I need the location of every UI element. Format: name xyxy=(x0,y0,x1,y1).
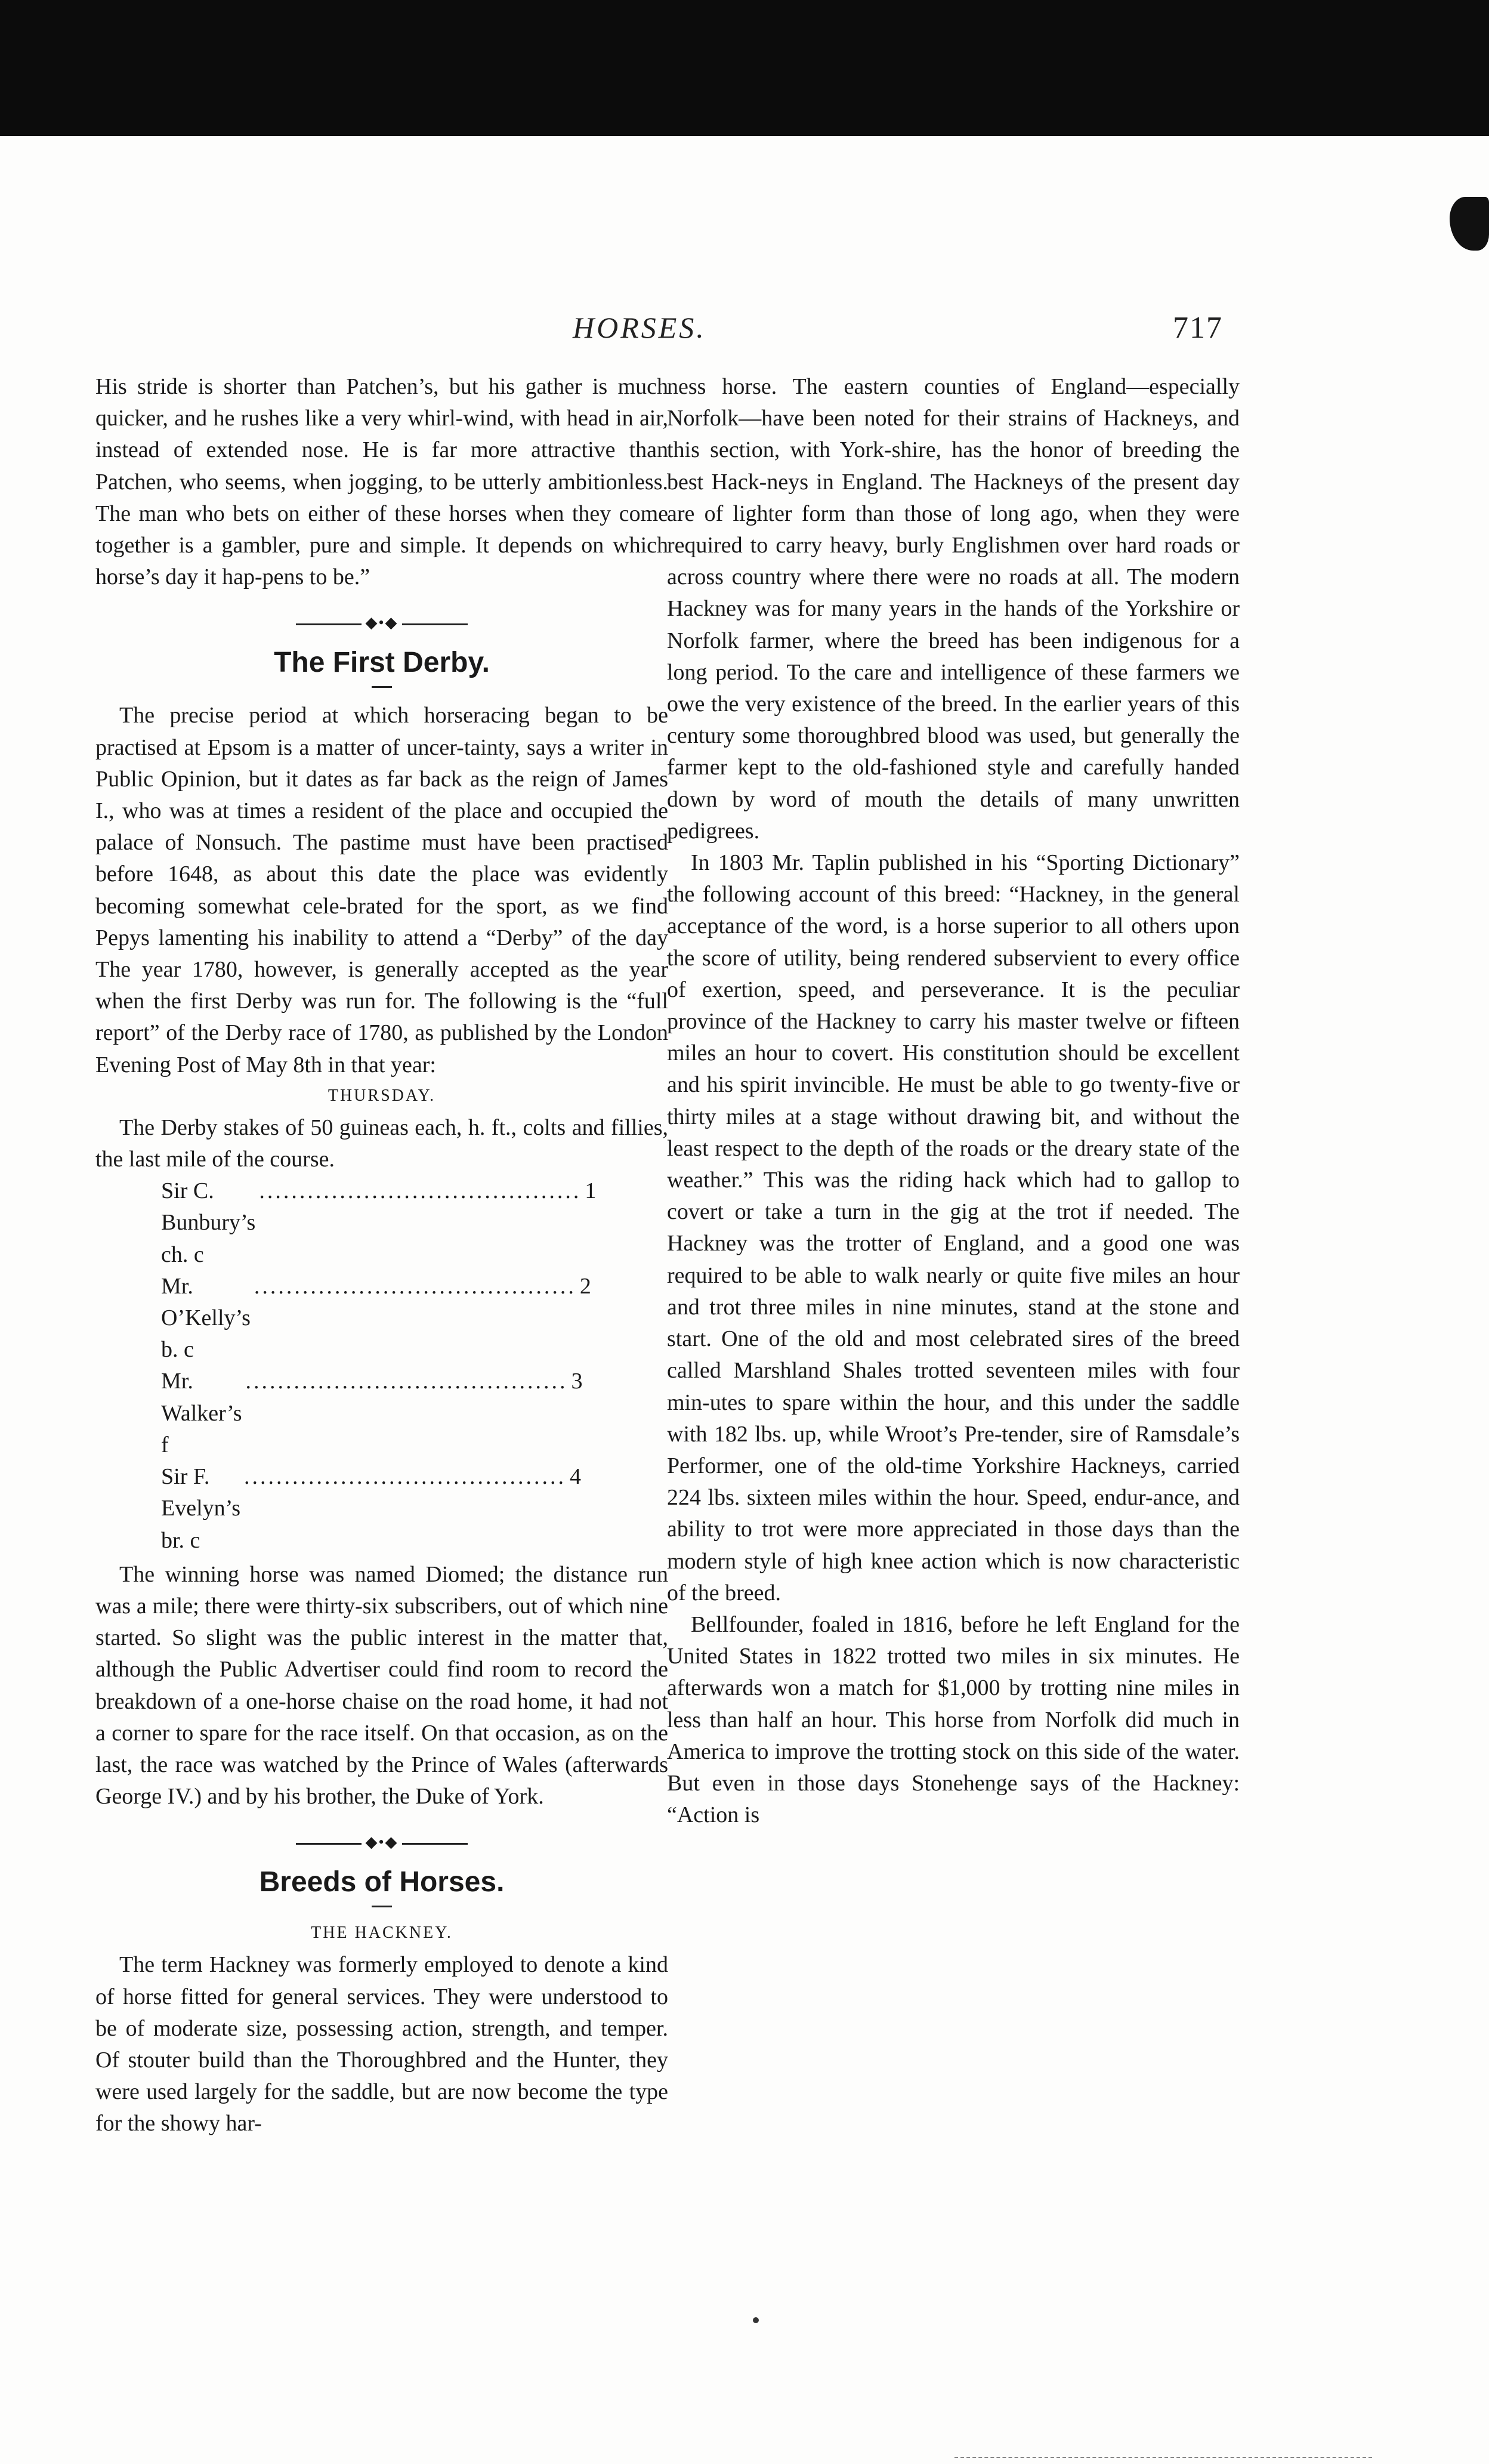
intro-paragraph: His stride is shorter than Patchen’s, but his gather is much quicker, and he rushes like a very whirl-wind, with head in air, instead of extended nose. He is far more attractive than Patchen, who seems, when jogging, to be utterly ambitionless. The man who bets on either of these horses when they come together is a gambler, pure and simple. It depends on which horse’s day it hap-pens to be.” xyxy=(95,374,668,590)
result-horse: Mr. Walker’s f xyxy=(161,1369,242,1458)
page-dot-mark xyxy=(753,2317,759,2323)
thursday-heading: THURSDAY. xyxy=(328,1086,436,1105)
result-place: 3 xyxy=(571,1369,583,1394)
breeds-heading: Breeds of Horses. xyxy=(259,1866,505,1898)
result-horse: Mr. O’Kelly’s b. c xyxy=(161,1273,251,1363)
page-number: 717 xyxy=(1173,311,1223,345)
result-entry: Sir C. Bunbury’s ch. c ........................................ 1 xyxy=(161,1175,567,1271)
first-derby-paragraph-2: The winning horse was named Diomed; the distance run was a mile; there were thirty-six subscribers, out of which nine started. So slight was the public interest in the matter that, although the Public Advertiser could find room to record the breakdown of a one-horse chaise on the road home, it had not a corner to spare for the race itself. On that occasion, as on the last, the race was watched by the Prince of Wales (afterwards George IV.) and by his brother, the Duke of York. xyxy=(95,1561,668,1810)
heading-rule xyxy=(372,1906,392,1907)
breeds-paragraph-1: The term Hackney was formerly employed to denote a kind of horse fitted for general services. They were understood to be of moderate size, possessing action, strength, and temper. Of stouter build than the Thoroughbred and the Hunter, they were used largely for the saddle, but are now become the type for the showy har- xyxy=(95,1952,668,2136)
result-entry: Mr. Walker’s f ........................................ 3 xyxy=(161,1366,567,1461)
result-entry: Mr. O’Kelly’s b. c ........................................ 2 xyxy=(161,1271,567,1366)
result-entry: Sir F. Evelyn’s br. c ........................................ 4 xyxy=(161,1461,567,1557)
result-place: 1 xyxy=(585,1178,597,1204)
divider-ornament: ◆•◆ xyxy=(365,614,398,632)
hackney-subheading: THE HACKNEY. xyxy=(311,1923,453,1943)
result-place: 4 xyxy=(569,1464,581,1490)
section-divider xyxy=(95,605,668,641)
scan-bottom-dashes xyxy=(954,2457,1372,2458)
first-derby-paragraph-1: The precise period at which horseracing began to be practised at Epsom is a matter of uncer-tainty, says a writer in Public Opinion, but it dates as far back as the reign of James I., who was at times a resident of the place and occupied the palace of Nonsuch. The pastime must have been practised before 1648, as about this date the place was evidently becoming somewhat cele-brated for the sport, as we find Pepys lamenting his inability to attend a “Derby” of the day The year 1780, however, is generally accepted as the year when the first Derby was run for. The following is the “full report” of the Derby race of 1780, as published by the London Evening Post of May 8th in that year: xyxy=(95,703,668,1077)
result-horse: Sir C. Bunbury’s ch. c xyxy=(161,1178,256,1267)
running-head-title: HORSES. xyxy=(573,311,706,344)
derby-stakes-line: The Derby stakes of 50 guineas each, h. ft., colts and fillies, the last mile of the course. xyxy=(95,1114,668,1172)
hackney-paragraph-2: In 1803 Mr. Taplin published in his “Sporting Dictionary” the following account of this breed: “Hackney, in the general acceptance of the word, is a horse superior to all others upon the score of utility, being rendered subservient to every office of exertion, speed, and perseverance. It is the peculiar province of the Hackney to carry his master twelve or fifteen miles an hour to covert. His constitution should be excellent and his spirit invincible. He must be able to go twenty-five or thirty miles at a stage without drawing bit, and without the least respect to the depth of the roads or the dreary state of the weather.” This was the riding hack which had to gallop to covert or take a turn in the gig at the trot if needed. The Hackney was the trotter of England, and a good one was required to be able to walk nearly or quite five miles an hour and trot three miles in nine minutes, stand at the stone and start. One of the old and most celebrated sires of the breed called Marshland Shales trotted seventeen miles with four min-utes to spare within the hour, and this under the saddle with 182 lbs. up, while Wroot’s Pre-tender, sire of Ramsdale’s Performer, one of the old-time Yorkshire Hackneys, carried 224 lbs. sixteen miles within the hour. Speed, endur-ance, and ability to trot were more appreciated in those days than the modern style of high knee action which is now characteristic of the breed. xyxy=(667,850,1240,1605)
first-derby-heading: The First Derby. xyxy=(274,647,490,679)
divider-ornament: ◆•◆ xyxy=(365,1833,398,1851)
result-horse: Sir F. Evelyn’s br. c xyxy=(161,1464,240,1553)
hackney-paragraph-3: Bellfounder, foaled in 1816, before he left England for the United States in 1822 trotted two miles in six minutes. He afterwards won a match for $1,000 by trotting nine miles in less than half an hour. This horse from Norfolk did much in America to improve the trotting stock on this side of the water. But even in those days Stonehenge says of the Hackney: “Action is xyxy=(667,1611,1240,1828)
heading-rule xyxy=(372,686,392,688)
scan-top-border xyxy=(0,0,1489,136)
hackney-paragraph-1: ness horse. The eastern counties of England—especially Norfolk—have been noted for their strains of Hackneys, and this section, with York-shire, has the honor of breeding the best Hack-neys in England. The Hackneys of the present day are of lighter form than those of long ago, when they were required to carry heavy, burly Englishmen over hard roads or across country where there were no roads at all. The modern Hackney was for many years in the hands of the Yorkshire or Norfolk farmer, where the breed has been indigenous for a long period. To the care and intelligence of these farmers we owe the very existence of the breed. In the earlier years of this century some thoroughbred blood was used, but generally the farmer kept to the old-fashioned style and carefully handed down by word of mouth the details of many unwritten pedigrees. xyxy=(667,374,1240,844)
result-place: 2 xyxy=(579,1273,591,1299)
section-divider xyxy=(95,1824,668,1860)
derby-results-list xyxy=(161,1175,597,1556)
right-column xyxy=(667,371,1240,1831)
left-column xyxy=(95,371,668,2140)
